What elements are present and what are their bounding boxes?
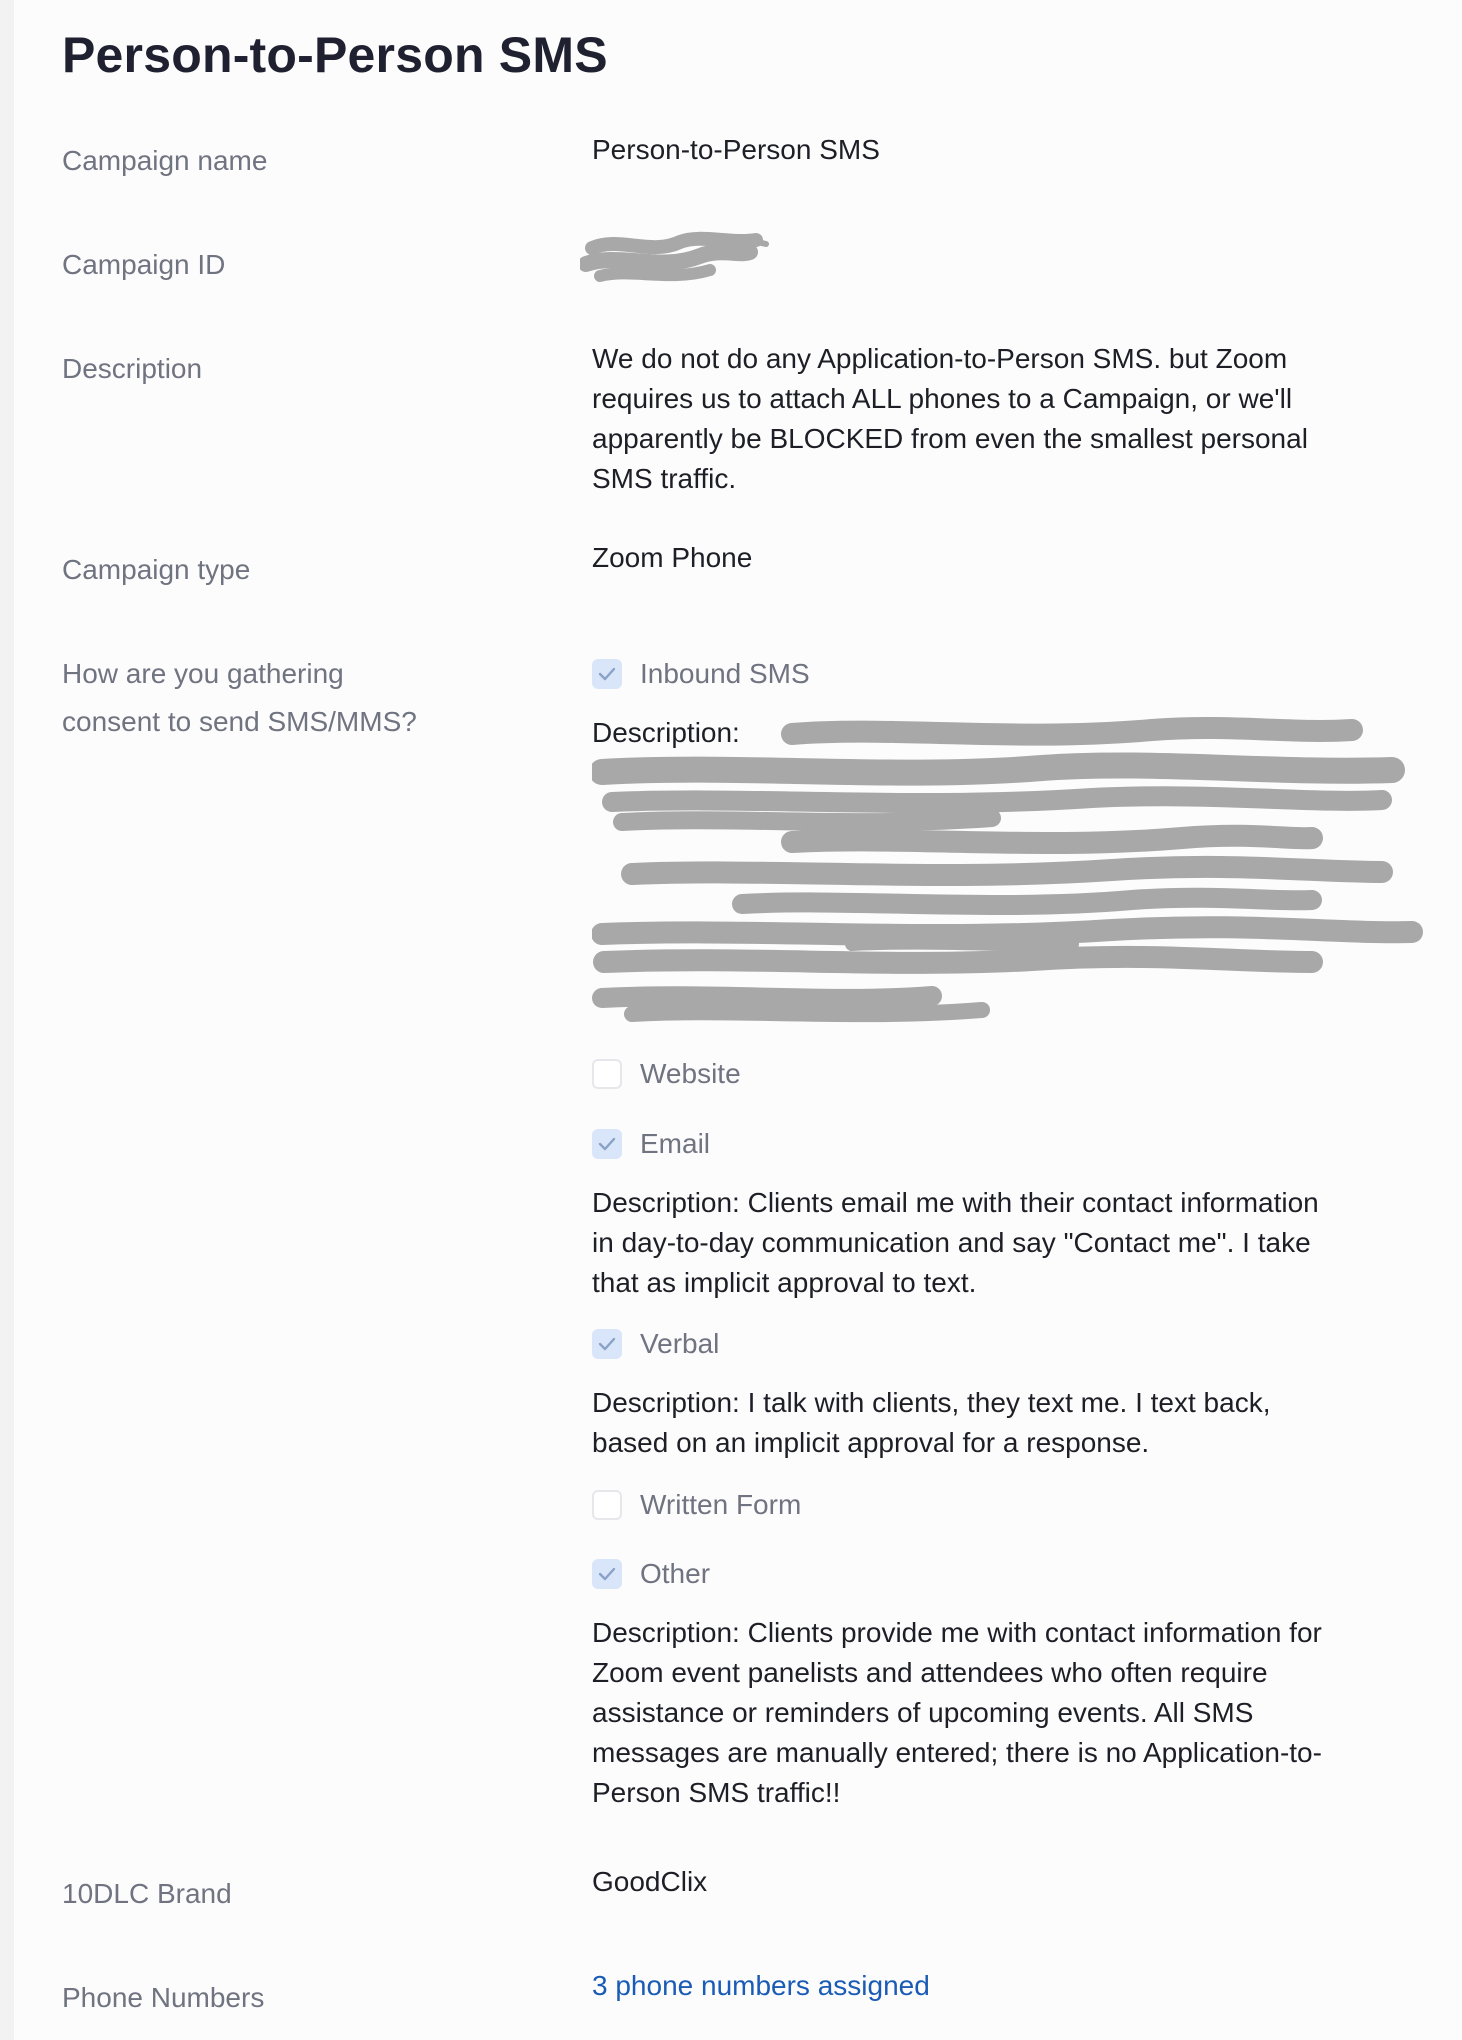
check-icon: [597, 664, 617, 684]
phone-numbers-link[interactable]: 3 phone numbers assigned: [592, 1970, 930, 2001]
description-line: requires us to attach ALL phones to a Campaign, or we'll: [592, 383, 1293, 414]
description-line: SMS traffic.: [592, 463, 737, 494]
description-text: [592, 339, 1432, 499]
description-line: Person SMS traffic!!: [592, 1777, 841, 1808]
consent-option-email: [592, 1124, 710, 1164]
campaign-detail-page: [14, 0, 1462, 2040]
page-title: Person-to-Person SMS: [62, 27, 608, 83]
consent-option-written-form: [592, 1485, 801, 1525]
brand-value: GoodClix: [592, 1866, 708, 1897]
checkbox-label: Inbound SMS: [640, 658, 810, 689]
description-line: We do not do any Application-to-Person SMS. but Zoom: [592, 343, 1288, 374]
consent-label: consent to send SMS/MMS?: [62, 706, 417, 737]
other-description: [592, 1613, 1432, 1813]
checkbox: [592, 1559, 622, 1589]
description-line: Description: Clients email me with their contact information: [592, 1187, 1319, 1218]
campaign-type-value: Zoom Phone: [592, 542, 753, 573]
brand-label: 10DLC Brand: [62, 1878, 232, 1909]
checkbox-label: Other: [640, 1558, 711, 1589]
campaign-name-label: Campaign name: [62, 145, 268, 176]
checkbox: [592, 1329, 622, 1359]
description-line: in day-to-day communication and say "Contact me". I take: [592, 1227, 1311, 1258]
consent-option-inbound-sms: [592, 654, 810, 694]
verbal-description: [592, 1383, 1432, 1463]
description-line: Description: Clients provide me with contact information for: [592, 1617, 1322, 1648]
description-line: assistance or reminders of upcoming events. All SMS: [592, 1697, 1254, 1728]
phone-numbers-label: Phone Numbers: [62, 1982, 265, 2013]
checkbox: [592, 1490, 622, 1520]
campaign-name-value: Person-to-Person SMS: [592, 134, 880, 165]
description-prefix: Description:: [592, 717, 740, 748]
description-line: Zoom event panelists and attendees who often require: [592, 1657, 1268, 1688]
check-icon: [597, 1134, 617, 1154]
check-icon: [597, 1334, 617, 1354]
description-line: that as implicit approval to text.: [592, 1267, 977, 1298]
description-line: Description: I talk with clients, they text me. I text back,: [592, 1387, 1271, 1418]
checkbox-label: Website: [640, 1058, 741, 1089]
description-line: apparently be BLOCKED from even the smallest personal: [592, 423, 1308, 454]
description-line: messages are manually entered; there is no Application-to-: [592, 1737, 1322, 1768]
check-icon: [597, 1564, 617, 1584]
description-line: based on an implicit approval for a response.: [592, 1427, 1150, 1458]
email-description: [592, 1183, 1432, 1303]
consent-option-verbal: [592, 1324, 719, 1364]
campaign-id-redaction: [580, 226, 776, 292]
checkbox-label: Written Form: [640, 1489, 802, 1520]
consent-option-website: [592, 1054, 741, 1094]
checkbox: [592, 1059, 622, 1089]
consent-option-other: [592, 1554, 710, 1594]
checkbox: [592, 659, 622, 689]
checkbox-label: Verbal: [640, 1328, 720, 1359]
inbound-sms-description-redaction: [592, 712, 1432, 1038]
campaign-id-label: Campaign ID: [62, 249, 226, 280]
description-label: Description: [62, 353, 203, 384]
consent-label: How are you gathering: [62, 658, 344, 689]
checkbox-label: Email: [640, 1128, 711, 1159]
campaign-type-label: Campaign type: [62, 554, 251, 585]
checkbox: [592, 1129, 622, 1159]
